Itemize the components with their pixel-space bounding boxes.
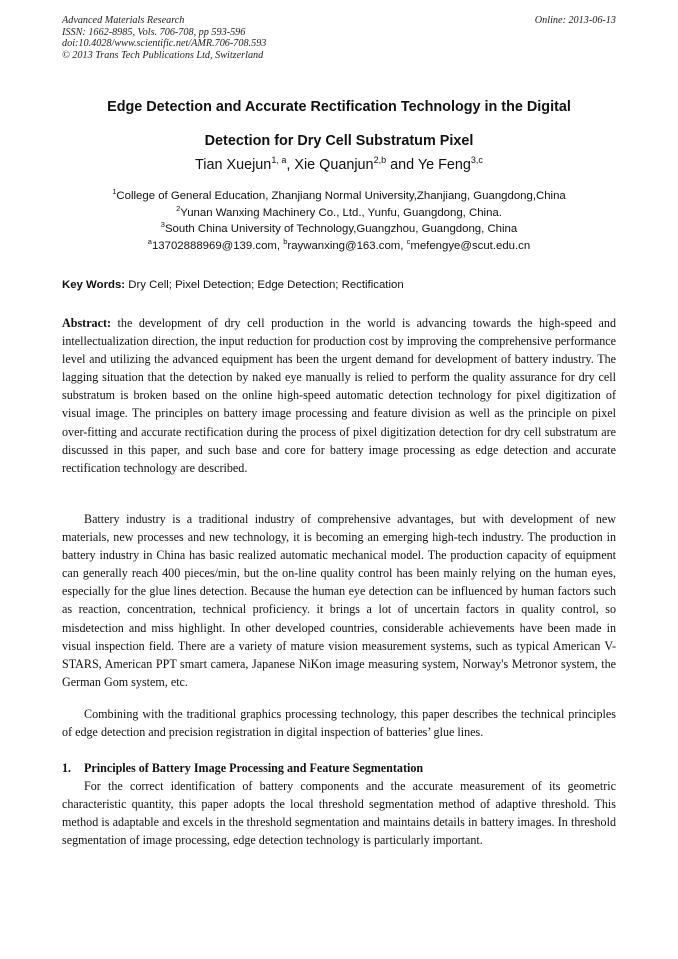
title-line-1: Edge Detection and Accurate Rectification Technology in the Digital xyxy=(107,99,571,115)
body-paragraph: Combining with the traditional graphics processing technology, this paper describes the technical principles of edge detection and precision registration in digital inspection of batteries’ glue lines. xyxy=(62,707,616,740)
affiliation-number: 3 xyxy=(160,220,165,230)
abstract-text: the development of dry cell production in the world is advancing towards the high-speed and intellectualization direction, the input reduction for production cost by improving the comprehensive performance level and utilizing the advanced equipment has been the urgent demand for development of battery industry. The lagging situation that the detection by naked eye manually is relied to perform the quality assurance for dry cell substratum is broken based on the online high-speed automatic detection technology for pixel digitization of visual image. The principles on battery image processing and feature division as well as the principle on pixel over-fitting and accurate rectification during the process of pixel digitization detection for dry cell substratum are discussed in this paper, and such base and core for battery image processing as edge detection and accurate rectification technology are described. xyxy=(62,316,616,475)
email-marker: c xyxy=(406,236,411,246)
email-marker: a xyxy=(147,236,152,246)
journal-name: Advanced Materials Research xyxy=(62,15,185,26)
email-marker: b xyxy=(283,236,288,246)
email-address: 13702888969@139.com, xyxy=(151,239,284,252)
author-list xyxy=(62,155,616,175)
title-line-2: Detection for Dry Cell Substratum Pixel xyxy=(204,133,474,149)
author-name: Xie Quanjun xyxy=(294,157,374,173)
author-superscript: 1, a xyxy=(271,155,287,166)
body-paragraph: For the correct identification of battery components and the accurate measurement of its geometric characteristic quantity, this paper adopts the local threshold segmentation method of adaptive threshold. This method is adaptable and excels in the threshold segmentation and maintains details in battery images. In threshold segmentation of image processing, edge detection technology is particularly important. xyxy=(62,779,616,848)
affiliation-number: 1 xyxy=(112,187,117,197)
abstract xyxy=(62,314,616,477)
author-name: Tian Xuejun xyxy=(195,157,272,173)
section-heading xyxy=(62,759,616,777)
affiliation-text: South China University of Technology,Guangzhou, Guangdong, China xyxy=(164,223,518,235)
author-superscript: 3,c xyxy=(470,155,483,166)
online-date: Online: 2013-06-13 xyxy=(534,15,616,26)
author-separator: , xyxy=(286,157,295,173)
keywords-text: Dry Cell; Pixel Detection; Edge Detection; Rectification xyxy=(125,279,404,291)
section-number: 1. xyxy=(62,761,72,775)
email-line xyxy=(62,238,616,255)
affiliation-line xyxy=(62,188,616,205)
email-address: mefengye@scut.edu.cn xyxy=(410,239,531,252)
affiliation-text: Yunan Wanxing Machinery Co., Ltd., Yunfu, Guangdong, China. xyxy=(180,206,502,219)
affiliations xyxy=(62,188,616,254)
keywords xyxy=(62,277,616,293)
affiliation-line xyxy=(62,221,616,238)
doi-line: doi:10.4028/www.scientific.net/AMR.706-708.593 xyxy=(62,38,267,50)
author-name: Ye Feng xyxy=(417,157,471,173)
affiliation-text: College of General Education, Zhanjiang Normal University,Zhanjiang, Guangdong,China xyxy=(116,190,566,202)
author-separator: and xyxy=(386,157,418,173)
affiliation-line xyxy=(62,205,616,222)
journal-header xyxy=(62,15,616,61)
copyright-line: © 2013 Trans Tech Publications Ltd, Switzerland xyxy=(62,49,264,61)
keywords-label: Key Words: xyxy=(62,279,126,291)
affiliation-number: 2 xyxy=(176,203,181,213)
author-superscript: 2,b xyxy=(373,155,387,166)
body-paragraph: Battery industry is a traditional industry of comprehensive advantages, but with development of new materials, new processes and new technology, it is becoming an emerging high-tech industry. The production in battery industry in China has basic realized automatic mechanical model. The production capacity of equipment can generally reach 400 pieces/min, but the on-line quality control has been mainly relying on the human eyes, especially for the glue lines detection. Because the human eye detection can be influenced by human factors such as reaction, concentration, technical proficiency. it brings a lot of uncertain factors in quality control, so misdetection and miss highlight. In other developed countries, considerable achievements have been made in visual inspection field. There are a variety of mature vision measurement systems, such as typical American V-STARS, American PPT smart camera, Japanese NiKon image measuring system, Norway's Metronor system, the German Gom system, etc. xyxy=(62,512,616,689)
section-title: Principles of Battery Image Processing and Feature Segmentation xyxy=(84,761,424,775)
paper-title xyxy=(62,90,616,158)
email-address: raywanxing@163.com, xyxy=(287,239,407,252)
abstract-label: Abstract: xyxy=(62,316,112,330)
issn-line: ISSN: 1662-8985, Vols. 706-708, pp 593-596 xyxy=(62,26,246,38)
